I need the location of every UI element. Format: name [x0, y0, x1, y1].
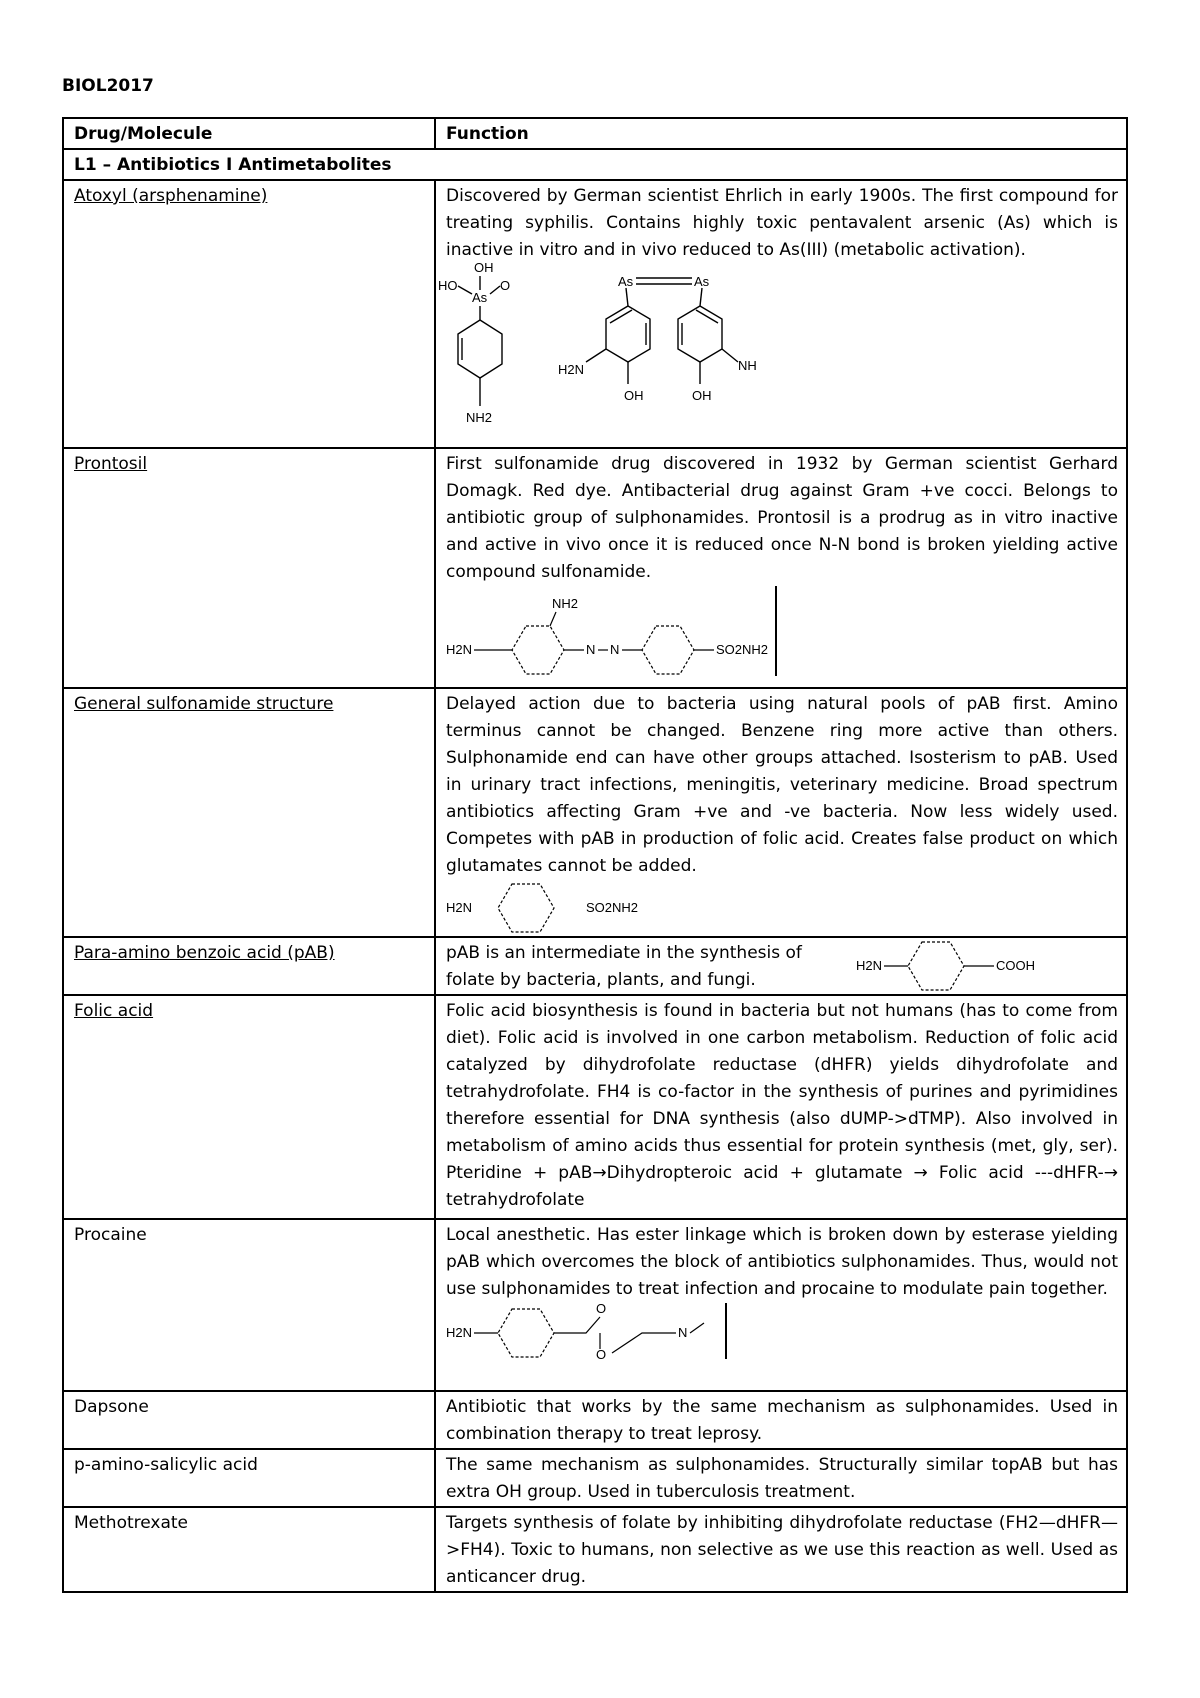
drug-function-text: Delayed action due to bacteria using natural pools of pAB first. Amino terminus cannot be changed. Benzene ring more active than others. Sulphonamide end can have other groups attached. Isosterism to pAB. Used in urinary tract infections, meningitis, veterinary medicine. Broad spectrum antibiotics affecting Gram +ve and -ve bacteria. Now less widely used. Competes with pAB in production of folic acid. Creates false product on which glutamates cannot be added.	[446, 694, 1118, 876]
header-drug-molecule: Drug/Molecule	[63, 118, 435, 149]
table-row	[63, 1449, 1127, 1507]
prontosil-label: NH2	[552, 596, 579, 611]
arsphenamine-label: As	[694, 274, 710, 289]
procaine-structure	[446, 1301, 746, 1362]
prontosil-structure	[446, 586, 786, 676]
table-row	[63, 448, 1127, 688]
drug-name: Folic acid	[74, 1001, 154, 1021]
drug-function-text: Discovered by German scientist Ehrlich in early 1900s. The first compound for treating syphilis. Contains highly toxic pentavalent arsenic (As) which is inactive in vitro and in vivo reduced to As(III) (metabolic activation).	[446, 186, 1118, 260]
table-row	[63, 1507, 1127, 1592]
course-code: BIOL2017	[62, 76, 154, 96]
prontosil-label: N	[610, 642, 620, 657]
section-row	[63, 149, 1127, 180]
table-row	[63, 1391, 1127, 1449]
drug-function-text: Targets synthesis of folate by inhibiting dihydrofolate reductase (FH2—dHFR—>FH4). Toxic to humans, non selective as we use this reaction as well. Used as anticancer drug.	[446, 1513, 1118, 1587]
atoxyl-label: As	[472, 290, 488, 305]
atoxyl-label: O	[500, 278, 511, 293]
drug-function-text: pAB is an intermediate in the synthesis of folate by bacteria, plants, and fungi.	[446, 943, 802, 990]
header-function: Function	[435, 118, 1127, 149]
arsphenamine-label: H2N	[558, 362, 585, 377]
atoxyl-label: HO	[438, 278, 458, 293]
arsphenamine-label: NH	[738, 358, 757, 373]
drug-name: Methotrexate	[74, 1513, 189, 1533]
pab-structure	[856, 940, 1056, 992]
drug-name: Prontosil	[74, 454, 148, 474]
prontosil-label: N	[586, 642, 596, 657]
pab-label: COOH	[996, 958, 1035, 973]
drug-name: Para-amino benzoic acid (pAB)	[74, 943, 335, 963]
table-header-row	[63, 118, 1127, 149]
atoxyl-label: NH2	[466, 410, 493, 425]
drug-name: General sulfonamide structure	[74, 694, 334, 714]
drug-function-text: First sulfonamide drug discovered in 1932 by German scientist Gerhard Domagk. Red dye. Antibacterial drug against Gram +ve cocci. Belongs to antibiotic group of sulphonamides. Prontosil is a prodrug as in vitro inactive and active in vivo once it is reduced once N-N bond is broken yielding active compound sulfonamide.	[446, 454, 1118, 582]
pab-label: H2N	[856, 958, 883, 973]
atoxyl-structure	[438, 260, 776, 425]
atoxyl-label: OH	[474, 260, 494, 275]
drug-function-text: Antibiotic that works by the same mechanism as sulphonamides. Used in combination therapy to treat leprosy.	[446, 1397, 1118, 1444]
sulfonamide-structure	[446, 880, 706, 936]
table-row	[63, 937, 1127, 995]
table-row	[63, 180, 1127, 448]
table-row	[63, 995, 1127, 1219]
section-title: L1 – Antibiotics I Antimetabolites	[63, 149, 1127, 180]
drug-function-text: Local anesthetic. Has ester linkage which is broken down by esterase yielding pAB which overcomes the block of antibiotics sulphonamides. Thus, would not use sulphonamides to treat infection and procaine to modulate pain together.	[446, 1225, 1118, 1299]
drug-function-text: The same mechanism as sulphonamides. Structurally similar topAB but has extra OH group. Used in tuberculosis treatment.	[446, 1455, 1118, 1502]
drug-function-text: Folic acid biosynthesis is found in bacteria but not humans (has to come from diet). Folic acid is involved in one carbon metabolism. Reduction of folic acid catalyzed by dihydrofolate reductase (dHFR) yields dihydrofolate and tetrahydrofolate. FH4 is co-factor in the synthesis of purines and pyrimidines therefore essential for DNA synthesis (also dUMP->dTMP). Also involved in metabolism of amino acids thus essential for protein synthesis (met, gly, ser). Pteridine + pAB→Dihydropteroic acid + glutamate → Folic acid ---dHFR-→ tetrahydrofolate	[446, 1001, 1118, 1210]
prontosil-label: H2N	[446, 642, 473, 657]
table-row	[63, 688, 1127, 937]
arsphenamine-label: As	[618, 274, 634, 289]
table-row	[63, 1219, 1127, 1391]
procaine-label: O	[596, 1347, 607, 1362]
drug-name: Procaine	[74, 1225, 147, 1245]
prontosil-label: SO2NH2	[716, 642, 769, 657]
sulfonamide-label: SO2NH2	[586, 900, 639, 915]
drug-name: Dapsone	[74, 1397, 149, 1417]
procaine-label: O	[596, 1301, 607, 1316]
procaine-label: H2N	[446, 1325, 473, 1340]
drug-name: p-amino-salicylic acid	[74, 1455, 258, 1475]
sulfonamide-label: H2N	[446, 900, 473, 915]
arsphenamine-label: OH	[624, 388, 644, 403]
drug-table	[62, 117, 1128, 1593]
arsphenamine-label: OH	[692, 388, 712, 403]
procaine-label: N	[678, 1325, 688, 1340]
drug-name: Atoxyl (arsphenamine)	[74, 186, 268, 206]
